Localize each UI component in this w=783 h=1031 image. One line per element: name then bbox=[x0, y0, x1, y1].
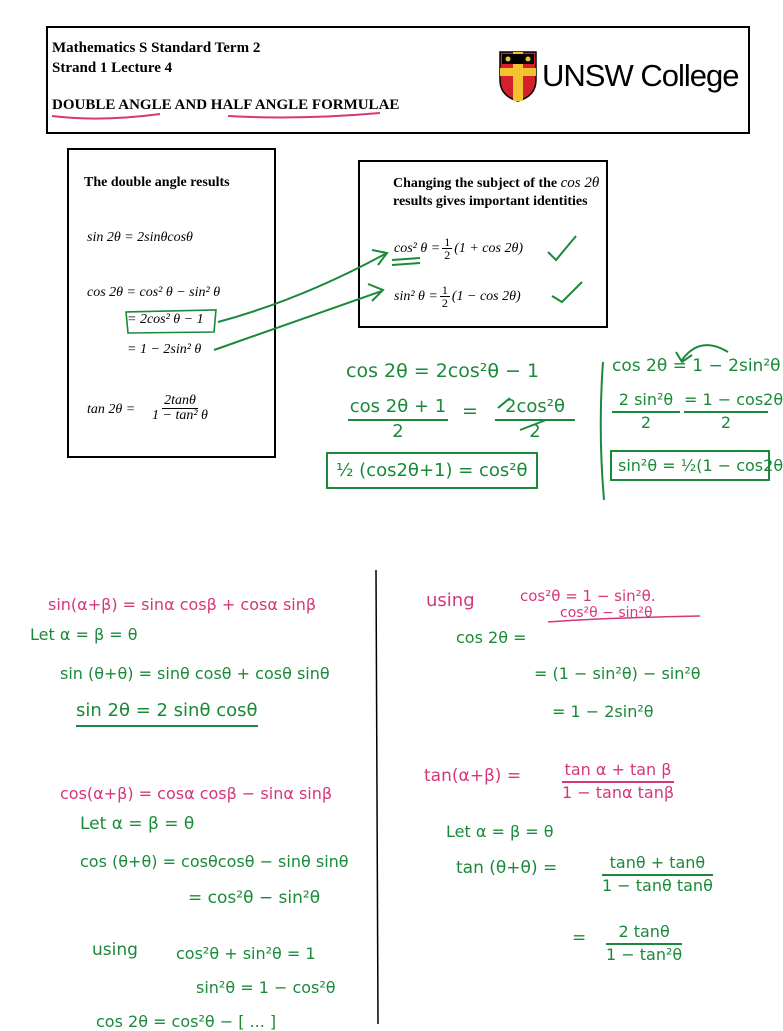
note-right-frac-right-den: 2 bbox=[684, 411, 768, 432]
note-using-1: using bbox=[92, 940, 138, 960]
note-sin-squared-sub: sin²θ = 1 − cos²θ bbox=[196, 978, 336, 997]
note-right-frac-right-num: = 1 − cos2θ bbox=[684, 390, 783, 409]
sin-double-angle: sin 2θ = 2sinθcosθ bbox=[87, 230, 193, 245]
note-equals: = bbox=[462, 400, 478, 422]
note-cos-2theta-eq: cos 2θ = bbox=[456, 628, 527, 647]
identities-title-1 bbox=[393, 175, 599, 192]
half-num: 1 bbox=[441, 283, 448, 297]
note-frac-left-num: cos 2θ + 1 bbox=[349, 396, 447, 417]
unsw-college-logo bbox=[498, 50, 739, 104]
note-tan-sum-frac bbox=[562, 760, 674, 802]
note-right-frac-left bbox=[612, 390, 680, 432]
note-tan-sum-num: tan α + tan β bbox=[564, 760, 672, 779]
note-tan-2theta-den: 1 − tan²θ bbox=[606, 945, 683, 964]
note-cos2-line1: cos 2θ = 2cos²θ − 1 bbox=[346, 360, 540, 382]
cos-double-angle-1: cos 2θ = cos² θ − sin² θ bbox=[87, 285, 221, 300]
note-tan-theta-den: 1 − tanθ tanθ bbox=[602, 876, 713, 895]
note-sin-sum: sin(α+β) = sinα cosβ + cosα sinβ bbox=[48, 595, 317, 614]
note-tan-equals: = bbox=[572, 928, 587, 948]
note-boxed-cos-squared: ½ (cos2θ+1) = cos²θ bbox=[326, 452, 538, 489]
note-tan-sum-lhs: tan(α+β) = bbox=[424, 766, 522, 786]
note-tan-theta-theta-frac bbox=[602, 853, 713, 895]
note-boxed-sin-squared: sin²θ = ½(1 − cos2θ bbox=[610, 450, 770, 481]
crest-icon bbox=[498, 50, 538, 102]
identity-sin-squared bbox=[394, 284, 521, 309]
note-pythag: cos²θ + sin²θ = 1 bbox=[176, 944, 316, 963]
note-cos-squared-diff: = cos²θ − sin²θ bbox=[188, 888, 321, 908]
logo-text: UNSW College bbox=[542, 58, 739, 93]
tan-denominator: 1 − tan² θ bbox=[152, 408, 208, 423]
identity-sin-rhs: (1 − cos 2θ) bbox=[451, 288, 521, 304]
note-right-frac-left-den: 2 bbox=[612, 411, 680, 432]
half-den: 2 bbox=[444, 248, 451, 262]
cos-double-angle-2: = 2cos² θ − 1 bbox=[127, 312, 204, 327]
identity-cos-rhs: (1 + cos 2θ) bbox=[454, 240, 523, 256]
identity-cos-lhs: cos² θ = bbox=[394, 240, 441, 256]
identity-cos-squared bbox=[394, 236, 523, 261]
page-title: DOUBLE ANGLE AND HALF ANGLE FORMULAE bbox=[52, 97, 400, 113]
cos-double-angle-3: = 1 − 2sin² θ bbox=[127, 342, 202, 357]
identity-sin-lhs: sin² θ = bbox=[394, 288, 438, 304]
note-tan-sum-den: 1 − tanα tanβ bbox=[562, 783, 675, 802]
note-let-3: Let α = β = θ bbox=[446, 822, 554, 841]
course-line: Mathematics S Standard Term 2 bbox=[52, 40, 261, 56]
tan-lhs: tan 2θ = bbox=[87, 402, 136, 417]
note-right-line1: cos 2θ = 1 − 2sin²θ bbox=[612, 356, 781, 376]
divider-top bbox=[601, 362, 604, 500]
half-num: 1 bbox=[444, 235, 451, 249]
note-sin-2theta: sin 2θ = 2 sinθ cosθ bbox=[76, 700, 258, 727]
note-tan-theta-num: tanθ + tanθ bbox=[609, 853, 706, 872]
note-tan-2theta-num: 2 tanθ bbox=[618, 922, 670, 941]
note-right-frac-right bbox=[684, 390, 783, 432]
note-frac-right-num: 2cos²θ bbox=[505, 396, 565, 417]
note-frac-left-den: 2 bbox=[348, 419, 448, 442]
note-cos-2theta-partial: cos 2θ = cos²θ − [ ... ] bbox=[96, 1012, 277, 1031]
identities-title-text: Changing the subject of the bbox=[393, 176, 558, 191]
note-frac-right bbox=[495, 396, 575, 442]
double-angle-title: The double angle results bbox=[84, 175, 230, 190]
note-step-1: = (1 − sin²θ) − sin²θ bbox=[534, 664, 701, 683]
note-step-2: = 1 − 2sin²θ bbox=[552, 702, 654, 721]
note-cos-sum: cos(α+β) = cosα cosβ − sinα sinβ bbox=[60, 784, 333, 803]
note-frac-left bbox=[348, 396, 448, 442]
divider-bottom bbox=[376, 570, 378, 1024]
note-sin-theta-theta: sin (θ+θ) = sinθ cosθ + cosθ sinθ bbox=[60, 664, 330, 683]
tan-numerator: 2tanθ bbox=[164, 393, 196, 408]
note-let-1: Let α = β = θ bbox=[30, 625, 138, 644]
note-tan-theta-theta-lhs: tan (θ+θ) = bbox=[456, 858, 558, 878]
lecture-line: Strand 1 Lecture 4 bbox=[52, 60, 173, 76]
identities-title-2: results gives important identities bbox=[393, 194, 588, 209]
half-den: 2 bbox=[441, 296, 448, 310]
note-right-frac-left-num: 2 sin²θ bbox=[618, 390, 674, 409]
note-cos-squared-diff-2: cos²θ − sin²θ bbox=[560, 605, 653, 621]
note-frac-right-den: 2 bbox=[495, 419, 575, 442]
identities-title-cos: cos 2θ bbox=[560, 175, 600, 191]
note-tan-2theta-frac bbox=[606, 922, 682, 964]
note-let-2: Let α = β = θ bbox=[80, 814, 195, 834]
tan-fraction bbox=[150, 394, 210, 423]
note-cos-squared-sub: cos²θ = 1 − sin²θ. bbox=[520, 587, 656, 605]
note-cos-theta-theta: cos (θ+θ) = cosθcosθ − sinθ sinθ bbox=[80, 852, 349, 871]
note-using-2: using bbox=[426, 590, 475, 611]
